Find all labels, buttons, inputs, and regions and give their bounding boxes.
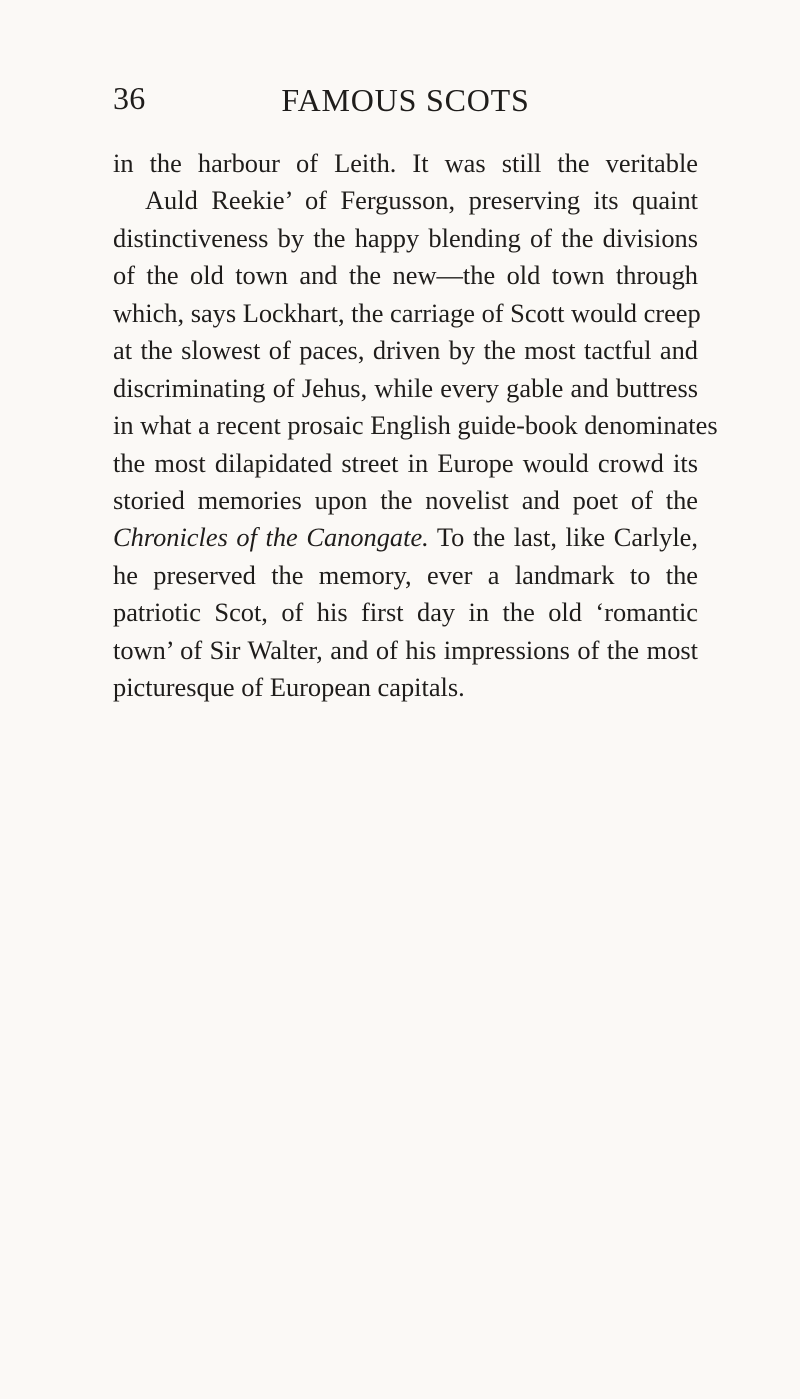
text-line-11 [113,519,698,556]
running-head [113,78,698,122]
text-line-1: in the harbour of Leith. It was still the veritable [113,148,698,178]
text-line-13: patriotic Scot, of his first day in the old ‘romantic [113,597,698,628]
text-line-11-rest: To the last, like Carlyle, [428,522,698,553]
running-title: FAMOUS SCOTS [281,82,530,118]
text-line-7: discriminating of Jehus, while every gable and buttress [113,372,698,403]
text-line-14: town’ of Sir Walter, and of his impressions of the most [113,634,698,665]
text-line-12: he preserved the memory, ever a landmark to the [113,559,698,590]
body-paragraph [113,145,718,707]
page-number: 36 [113,80,146,116]
book-title: Chronicles of the Canongate. [113,522,429,553]
text-line-4: of the old town and the new—the old town through [113,260,698,291]
text-line-9: the most dilapidated street in Europe would crowd its [113,447,698,478]
text-line-10: storied memories upon the novelist and poet of the [113,484,698,515]
text-line-15: picturesque of European capitals. [113,672,465,703]
text-line-8: in what a recent prosaic English guide-book denominates [113,410,718,441]
text-line-3: distinctiveness by the happy blending of the divisions [113,222,698,253]
text-line-6: at the slowest of paces, driven by the most tactful and [113,335,698,366]
text-line-2: Auld Reekie’ of Fergusson, preserving its quaint [145,185,698,216]
text-line-5: which, says Lockhart, the carriage of Scott would creep [113,297,701,328]
